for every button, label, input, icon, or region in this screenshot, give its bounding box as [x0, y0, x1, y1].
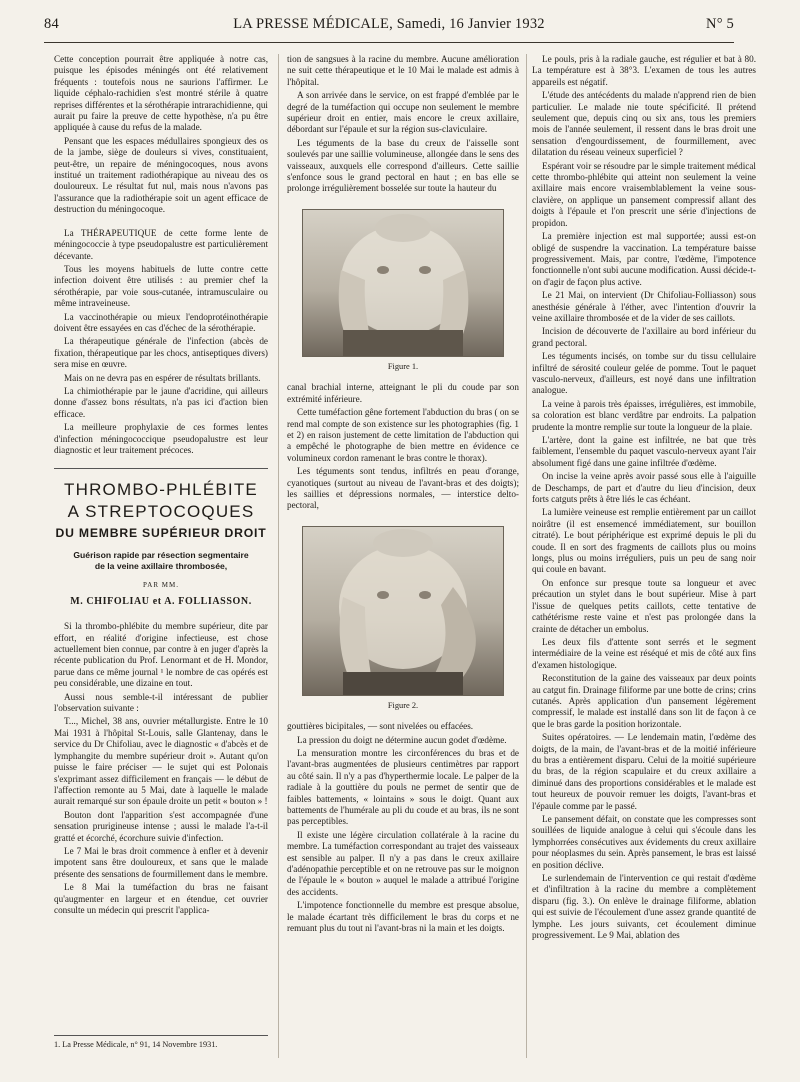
- column-1: [54, 54, 268, 918]
- paragraph: La mensuration montre les circonférences du bras et de l'avant-bras augmentées de plusieurs centimètres par rapport au côté sain. Il n'y a pas d'hyperthermie locale. Le palper de la radiale à la gouttière du pouls ne permet de sentir que de faibles battements, « lointains » sous le doigt. Quant aux battements de l'humérale au pli du coude et au bras, ils ne sont pas perceptibles.: [287, 747, 519, 827]
- column-3: [532, 54, 756, 943]
- paragraph: Espérant voir se résoudre par le simple traitement médical cette thrombo-phlébite qui atteint non seulement la veine axillaire mais encore vraisemblablement la veine sous-clavière, on applique un pansement compressif allant des doigts à l'épaule et l'on prescrit une série d'injections de propidon.: [532, 160, 756, 228]
- paragraph: gouttières bicipitales, — sont nivelées ou effacées.: [287, 721, 474, 732]
- paragraph: Cette conception pourrait être appliquée à notre cas, puisque les épisodes méningés ont été relativement fréquents : toutefois nous ne saurions l'affirmer. Le liquide céphalo-rachidien s'est montré stérile à quatre reprises différentes et la sérothérapie intrarachidienne, qui aurait pu faire la preuve de cette hypothèse, n'a pu être appliquée à cause du refus de la malade.: [54, 54, 268, 133]
- paragraph: Le 7 Mai le bras droit commence à enfler et à devenir impotent sans être douloureux, et sans que le malade présente des sensations de fourmillement dans le membre.: [54, 845, 268, 879]
- column-rule-2: [526, 54, 527, 1058]
- paragraph: tion de sangsues à la racine du membre. Aucune amélioration ne suit cette thérapeutique et le 10 Mai le malade est admis à l'hôpital.: [287, 54, 519, 87]
- article-separator: [54, 468, 268, 469]
- journal-title: LA PRESSE MÉDICALE, Samedi, 16 Janvier 1932: [233, 16, 545, 32]
- paragraph: Les deux fils d'attente sont serrés et le segment intermédiaire de la veine est réséqué et mis de côté aux fins d'examen histologique.: [532, 636, 756, 670]
- paragraph: L'étude des antécédents du malade n'apprend rien de bien particulier. Le malade nie toute spécificité. Il prétend seulement que, depuis cinq ou six ans, tous les premiers mois de l'année seulement, il ressent dans le bras droit une sensation d'engourdissement, de fourmillement, avec dilatation du réseau veineux superficiel ?: [532, 90, 756, 158]
- paragraph: Les téguments sont tendus, infiltrés en peau d'orange, cyanotiques (surtout au niveau de l'avant-bras et des doigts); les saillies et dépressions normales, — interstice delto-pectoral,: [287, 466, 519, 511]
- paragraph: Mais on ne devra pas en espérer de résultats brillants.: [64, 372, 261, 383]
- page-number: 84: [44, 16, 59, 32]
- paragraph: canal brachial interne, atteignant le pli du coude par son extrémité inférieure.: [287, 382, 519, 404]
- paragraph: La chimiothérapie par le jaune d'acridine, qui ailleurs donne d'assez bons résultats, n'a pas ici d'action bien efficace.: [54, 385, 268, 419]
- figure-2-caption: Figure 2.: [387, 700, 419, 710]
- paragraph: On enfonce sur presque toute sa longueur et avec précaution un stylet dans le bout supérieur. Mise à part l'issue de quelques petits caillots, cette tentative de cathétérisme reste vaine et n'est pas prolongée dans la crainte de détacher un embolus.: [532, 577, 756, 634]
- article-title-line1: THROMBO-PHLÉBITE: [64, 480, 258, 500]
- paragraph: On incise la veine après avoir passé sous elle à l'aiguille de Deschamps, de part et d'autre du lieu d'incision, deux forts catguts prêts à être liés le cas échéant.: [532, 471, 756, 505]
- paragraph: Le pansement défait, on constate que les compresses sont souillées de liquide analogue à celui qui s'écoule dans les lymphorrées consécutives aux évidements du creux axillaire pour néoplasmes du sein. Après pansement, le bras est laissé en position déclive.: [532, 814, 756, 870]
- paragraph: La veine à parois très épaisses, irrégulières, est immobile, sa coloration est blanc verdâtre par endroits. La palpation prudente la montre remplie sur toute la longueur de la plaie.: [532, 398, 756, 432]
- column-rule-1: [278, 54, 279, 1058]
- paragraph: Le pouls, pris à la radiale gauche, est régulier et bat à 80. La température est à 38°3. L'examen de tous les autres appareils est négatif.: [532, 54, 756, 87]
- paragraph: L'impotence fonctionnelle du membre est presque absolue, le malade écartant très difficilement le bras du corps et ne remuant plus du tout ni l'avant-bras ni la main et les doigts.: [287, 900, 519, 934]
- figure-1-torso: [303, 210, 503, 356]
- figure-1-caption: Figure 1.: [387, 361, 419, 371]
- figure-2-torso: [303, 527, 503, 695]
- paragraph: T..., Michel, 38 ans, ouvrier métallurgiste. Entre le 10 Mai 1931 à l'hôpital St-Louis, salle Glantenay, dans le service du Dr Chifoliau, avec le diagnostic « d'abcès et de lymphangite du membre supérieur droit ». Autant qu'on puisse le faire préciser — le sujet qui est Polonais s'exprimant assez difficilement en français — le début de l'affection remonte au 5 Mai, date à laquelle le malade aurait remarqué sur son épaule droite un petit « bouton » !: [54, 716, 268, 807]
- header-rule: [44, 42, 734, 43]
- paragraph: Le 21 Mai, on intervient (Dr Chifoliau-Folliasson) sous anesthésie générale à l'éther, avec l'intention d'ouvrir la veine axillaire thrombosée et de la vider de ses caillots.: [532, 290, 756, 323]
- figure-2-photo: [302, 526, 504, 696]
- paragraph: Si la thrombo-phlébite du membre supérieur, dite par effort, en réalité d'origine infectieuse, est chose actuellement bien connue, par contre à en juger d'après la récente publication du Prof. Lenormant et de H. Mondor, parue dans ce même journal ¹ le nombre de cas opérés est peu considérable, une dizaine en tout.: [54, 621, 268, 689]
- paragraph: Il existe une légère circulation collatérale à la racine du membre. La tuméfaction correspondant au trajet des vaisseaux est sensible au palper. Il n'y a pas dans le creux axillaire d'adénopathie perceptible et on ne retrouve pas sur le moignon de l'épaule le « bouton » auquel le malade a attribué l'origine des accidents.: [287, 829, 519, 897]
- paragraph: La vaccinothérapie ou mieux l'endoprotéinothérapie doivent être essayées en cas d'échec de la sérothérapie.: [54, 311, 268, 333]
- paragraph: Incision de découverte de l'axillaire au bord inférieur du grand pectoral.: [532, 326, 756, 348]
- paragraph: La première injection est mal supportée; aussi est-on obligé de suspendre la vaccination. La température baisse progressivement. Mais, par contre, l'œdème, l'impotence fonctionnelle n'ont subi aucune modification. Aussi décide-t-on d'agir de façon plus active.: [532, 231, 756, 287]
- authors: M. CHIFOLIAU et A. FOLLIASSON.: [70, 595, 252, 607]
- paragraph: Aussi nous semble-t-il intéressant de publier l'observation suivante :: [54, 691, 268, 714]
- paragraph: Cette tuméfaction gêne fortement l'abduction du bras ( on se rend mal compte de son existence sur les photographies (fig. 1 et 2) en raison justement de cette limitation de l'abduction qui a empêché le photographe de bien mettre en évidence ce volumineux cordon ramenant le bras contre le thorax).: [287, 407, 519, 463]
- article-subtitle: DU MEMBRE SUPÉRIEUR DROIT: [55, 526, 267, 541]
- page-header: [44, 10, 734, 38]
- paragraph: Le surlendemain de l'intervention ce qui restait d'œdème et d'infiltration à la racine du membre a complètement disparu (fig. 3.). On enlève le drainage filiforme, ablation qui est suivie de l'écoulement d'une assez grande quantité de lymphe. Les jours suivants, cet écoulement diminue progressivement. Le 9 Mai, ablation des: [532, 873, 756, 941]
- paragraph: Pensant que les espaces médullaires spongieux des os de la jambe, siège de douleurs si vives, constituaient, peut-être, un repaire de méningocoques, nous avons institué un traitement radiothérapique au niveau des os douloureux. Le résultat fut nul, mais nous n'avons pas l'assurance que la radiothérapie soit un agent efficace de destruction du méningocoque.: [54, 135, 268, 215]
- byline-par: PAR MM.: [143, 581, 179, 590]
- paragraph: Le 8 Mai la tuméfaction du bras ne faisant qu'augmenter en largeur et en étendue, cet ouvrier consulte un médecin qui prescrit l'applica-: [54, 882, 268, 915]
- paragraph: L'artère, dont la gaine est infiltrée, ne bat que très faiblement, l'ensemble du paquet vasculo-nerveux ayant l'air absolument figé dans une gaine infiltrée d'œdème.: [532, 435, 756, 468]
- paragraph: La pression du doigt ne détermine aucun godet d'œdème.: [297, 734, 507, 745]
- column-2: [287, 54, 519, 936]
- article-subsubtitle-line1: Guérison rapide par résection segmentaire: [73, 550, 249, 561]
- figure-1-photo: [302, 209, 504, 357]
- issue-number: N° 5: [706, 16, 734, 32]
- paragraph: Bouton dont l'apparition s'est accompagnée d'une sensation prurigineuse intense ; aussi le malade l'a-t-il gratté et écorché, écorchure suivie d'infection.: [54, 809, 268, 843]
- footnote: 1. La Presse Médicale, n° 91, 14 Novembre 1931.: [54, 1035, 268, 1049]
- paragraph: La thérapeutique générale de l'infection (abcès de fixation, thérapeutique par les chocs, antiseptiques divers) sera mise en œuvre.: [54, 336, 268, 370]
- paragraph: A son arrivée dans le service, on est frappé d'emblée par le degré de la tuméfaction qui occupe non seulement le membre supérieur droit en entier, mais encore le creux axillaire, débordant sur l'épaule et sur la région sus-claviculaire.: [287, 90, 519, 135]
- article-title-line2: A STREPTOCOQUES: [67, 502, 255, 522]
- article-subsubtitle-line2: de la veine axillaire thrombosée,: [94, 561, 228, 572]
- paragraph: La lumière veineuse est remplie entièrement par un caillot noirâtre (il est ensemencé immédiatement, sur bouillon citraté). Le bout périphérique est exprimé depuis le pli du coude. Il en sort des fragments de caillots plus ou moins longs, plus ou moins irréguliers, puis un peu de sang noir qui coule en bavant.: [532, 507, 756, 575]
- paragraph: Les téguments incisés, on tombe sur du tissu cellulaire infiltré de sérosité couleur gelée de pomme. Tout le paquet vasculo-nerveux, d'ailleurs, est noyé dans une infiltration analogue.: [532, 351, 756, 396]
- paragraph: La THÉRAPEUTIQUE de cette forme lente de méningococcie à type pseudopalustre est particulièrement décevante.: [54, 227, 268, 261]
- paragraph: Reconstitution de la gaine des vaisseaux par deux points au catgut fin. Drainage filiforme par une botte de crins; crins cutanés. Après application d'un pansement légèrement compressif, le malade est installé dans son lit de façon à ce que le bras garde la position horizontale.: [532, 673, 756, 729]
- paragraph: La meilleure prophylaxie de ces formes lentes d'infection méningococcique pseudopalustre est leur diagnostic et leur traitement précoces.: [54, 422, 268, 455]
- paragraph: Tous les moyens habituels de lutte contre cette infection doivent être utilisés : au premier chef la sérothérapie, par voie sous-cutanée, intramusculaire ou même intraveineuse.: [54, 263, 268, 309]
- paragraph: Suites opératoires. — Le lendemain matin, l'œdème des doigts, de la main, de l'avant-bras et de la moitié inférieure du bras a entièrement disparu. Celui de la moitié supérieure du bras, de la région scapulaire et du creux axillaire a diminué dans des proportions considérables et le malade est tout heureux de pouvoir remuer les doigts, l'avant-bras et l'épaule comme par le passé.: [532, 732, 756, 811]
- paragraph: Les téguments de la base du creux de l'aisselle sont soulevés par une saillie volumineuse, allongée dans le sens des vaisseaux, auxquels elle correspond d'ailleurs. Cette saillie s'enfonce sous le grand pectoral en haut ; en bas elle se prolonge irrégulièrement bosselée sur toute la hauteur du: [287, 137, 519, 194]
